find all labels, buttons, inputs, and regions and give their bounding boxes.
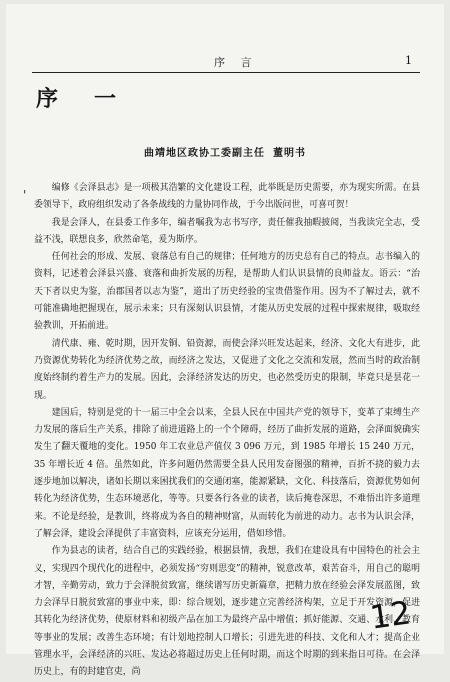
byline-author: 董明书 — [273, 148, 306, 159]
book-page — [6, 4, 444, 678]
paragraph: 我是会泽人，在县委工作多年，编者嘱我为志书写序，责任催我抽暇披阅，当我读完全志，受益不浅，联想良多，欣然命笔，爰为斯序。 — [34, 217, 420, 245]
paragraph: 编修《会泽县志》是一项极其浩繁的文化建设工程，此举既是历史需要，亦为现实所需。在县委领导下，政府组织发动了各条战线的力量协同作战，于今出版问世，可喜可贺！ — [34, 183, 420, 211]
paragraph: 清代康、雍、乾时期，因开发铜、铅资源，而使会泽兴旺发达起来，经济、文化大有进步，此乃资源优势转化为经济优势之故，而经济之发达，又促进了文化之交流和发展，然而当时的政治制度始终制约着生产力的发展。因此，会泽经济发达的历史，也必然受历史的限制，毕竟只是昙花一现。 — [34, 338, 420, 401]
margin-mark: ' — [23, 188, 27, 202]
byline-affiliation: 曲靖地区政协工委副主任 — [144, 148, 265, 159]
chapter-title: 序一 — [36, 86, 153, 112]
running-head — [36, 54, 416, 70]
body-text — [34, 180, 420, 678]
paragraph: 建国后，特别是党的十一届三中全会以来，全县人民在中国共产党的领导下，变革了束缚生产力发展的落后生产关系，排除了前进道路上的一个个障碍，经历了曲折发展的道路，会泽面貌确实发生了翻天覆地的变化。1950 年工农业总产值仅 3 096 万元，到 1985 年增长 15 240 万元，35 年增长近 4 倍。虽然如此，许多问题仍然需要全县人民用发奋图强的精神，百折不挠的毅力去逐步地加以解决，诸如长期以来困扰我们的交通闭塞，能源紧缺，文化、科技落后，资源优势如何转化为经济优势，生态环境恶化，等等。只要各行各业的读者，读后掩卷深思，不难悟出许多道理来。不论是经验，是教训，终将成为各自的精神财富，从而转化为前进的动力。志书为认识会泽，了解会泽，建设会泽提供了丰富资料，应该充分运用，借如珍惜。 — [34, 407, 420, 539]
running-head-page-number: 1 — [405, 54, 412, 67]
paragraph: 任何社会的形成、发展、衰落总有自己的规律；任何地方的历史总有自己的特点。志书编入的资料，记述着会泽县兴盛、衰落和曲折发展的历程，是帮助人们认识县情的良师益友。语云：“治天下者以史为鉴，治郡国者以志为鉴”，道出了历史经验的宝贵借鉴作用。因为不了解过去，就不可能准确地把握现在，展示未来；只有深刻认识县情，才能从历史发展的过程中探索规律，吸取经验教训，开拓前进。 — [34, 252, 420, 332]
byline — [6, 144, 444, 159]
paragraph: 作为县志的读者，结合自己的实践经验，根据县情，我想，我们在建设具有中国特色的社会主义，实现四个现代化的进程中，必须发扬“穷则思变”的精神，锐意改革，艰苦奋斗，用自己的聪明才智，辛勤劳动，致力于会泽脱贫致富，继续谱写历史新篇章，把精力放在经验会泽发展蓝图，致力会泽早日脱贫致富的事业中来，即：综合规划，逐步建立完善经济构架，立足于开发资源，促进其转化为经济优势，使原材料和初级产品在加工为最终产品中增值；抓好能源、交通、水利、教育等事业的发展；改善生态环境；有计划地控制人口增长；引进先进的科技、文化和人才；提高企业管理水平，会泽经济的兴旺、发达必将超过历史上任何时期，而这个时期的到来指日可待。在会泽历史上，有的封建官吏，尚 — [34, 546, 420, 678]
running-head-title: 序 言 — [214, 56, 258, 69]
header-rule — [32, 72, 420, 73]
handwritten-page-mark: 12 — [367, 593, 414, 637]
